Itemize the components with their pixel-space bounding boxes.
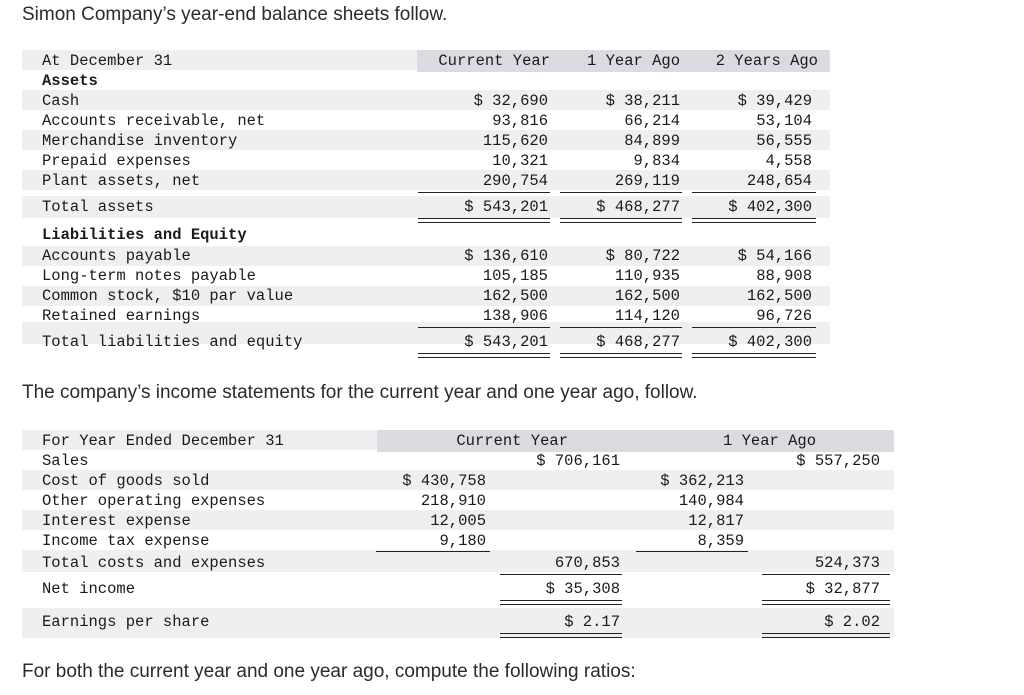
total-liabilities-row: Total liabilities and equity $ 543,201 $ 468,277 $ 402,300: [42, 333, 812, 351]
is-header-row: [22, 431, 894, 451]
total-costs-row: Total costs and expenses 670,853 524,373: [42, 554, 880, 572]
footer-text: For both the current year and one year ago, compute the following ratios:: [22, 661, 636, 682]
table-row: Plant assets, net 290,754 269,119 248,654: [42, 172, 812, 190]
is-header-label: For Year Ended December 31: [42, 432, 284, 450]
table-row: Cost of goods sold $ 430,758 $ 362,213: [42, 472, 744, 490]
total-assets-row: Total assets $ 543,201 $ 468,277 $ 402,300: [42, 198, 812, 216]
table-row: Other operating expenses 218,910 140,984: [42, 492, 744, 510]
table-row: Retained earnings 138,906 114,120 96,726: [42, 307, 812, 325]
is-col-current-year: Current Year: [456, 432, 568, 450]
table-row: Cash $ 32,690 $ 38,211 $ 39,429: [42, 92, 812, 110]
balance-sheet-table: [22, 50, 830, 360]
bs-header-row: [22, 51, 830, 71]
liabilities-heading: Liabilities and Equity: [42, 226, 247, 244]
bs-header-label: At December 31: [42, 52, 173, 70]
is-col-1-year-ago: 1 Year Ago: [722, 432, 816, 450]
assets-heading: Assets: [42, 72, 98, 90]
table-row: Accounts payable $ 136,610 $ 80,722 $ 54,166: [42, 247, 812, 265]
table-row: Interest expense 12,005 12,817: [42, 512, 744, 530]
table-row: Common stock, $10 par value 162,500 162,500 162,500: [42, 287, 812, 305]
bs-col-2-years-ago: 2 Years Ago: [715, 52, 818, 70]
bs-col-current-year: Current Year: [438, 52, 550, 70]
eps-row: Earnings per share $ 2.17 $ 2.02: [42, 613, 880, 631]
table-row: Prepaid expenses 10,321 9,834 4,558: [42, 152, 812, 170]
intro-text: Simon Company’s year-end balance sheets follow.: [22, 4, 448, 25]
table-row: Long-term notes payable 105,185 110,935 88,908: [42, 267, 812, 285]
sales-row: Sales $ 706,161 $ 557,250: [42, 452, 880, 470]
net-income-row: Net income $ 35,308 $ 32,877: [42, 580, 880, 598]
table-row: Income tax expense 9,180 8,359: [42, 532, 744, 550]
table-row: Accounts receivable, net 93,816 66,214 53,104: [42, 112, 812, 130]
table-row: Merchandise inventory 115,620 84,899 56,555: [42, 132, 812, 150]
bs-col-1-year-ago: 1 Year Ago: [586, 52, 680, 70]
income-statement-table: [22, 430, 894, 640]
income-intro-text: The company’s income statements for the current year and one year ago, follow.: [22, 382, 698, 403]
